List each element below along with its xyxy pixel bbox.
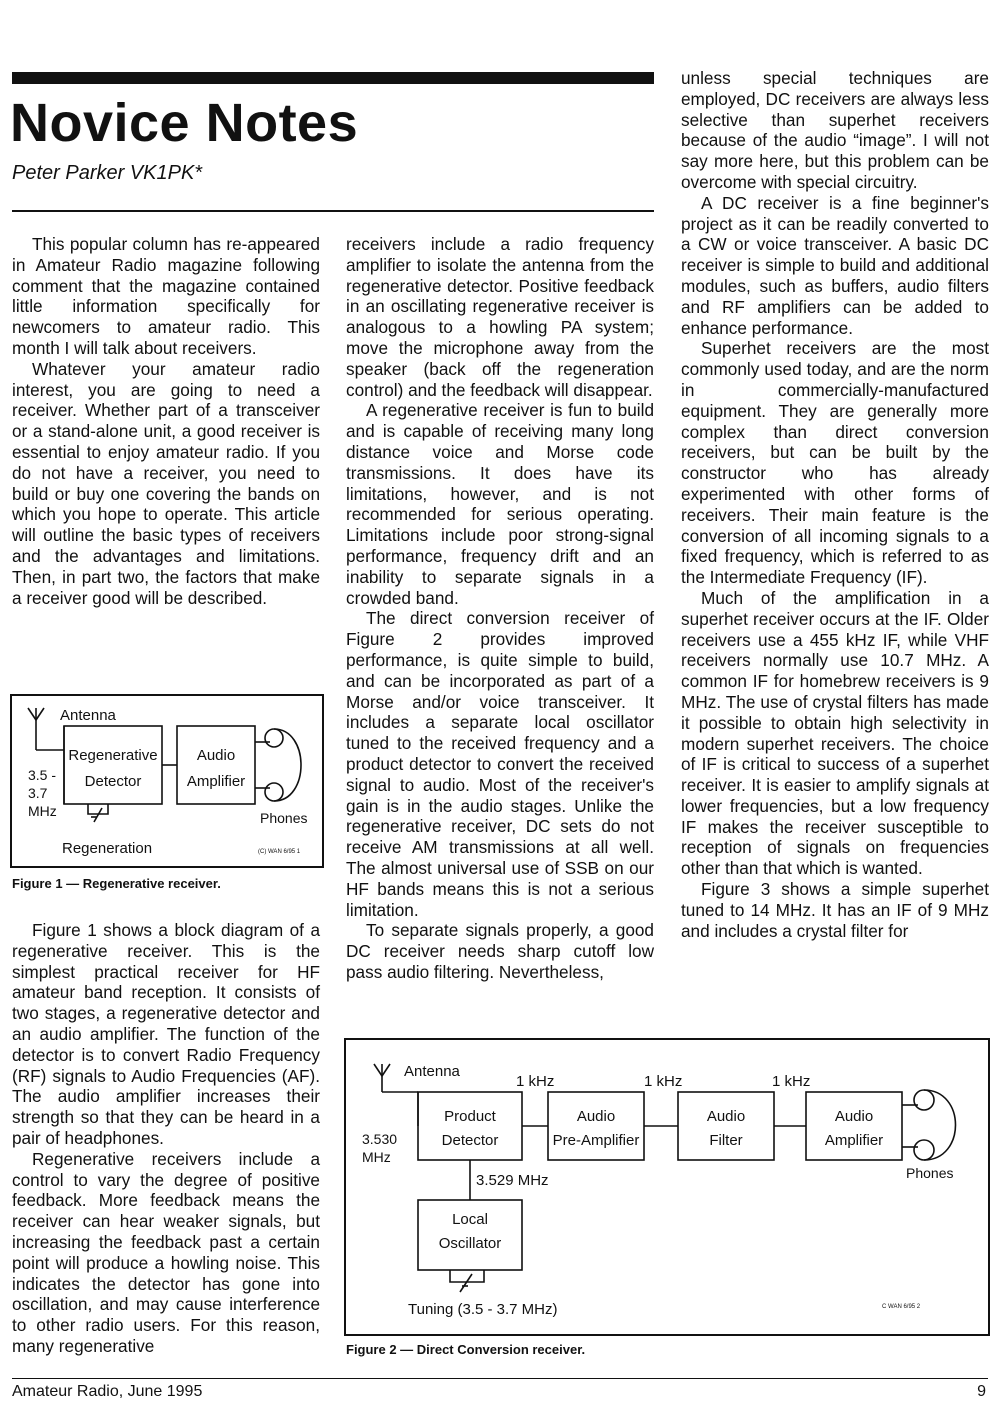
fig2-credit: C WAN 6/95 2 (882, 1304, 921, 1310)
figure-1-caption: Figure 1 — Regenerative receiver. (12, 876, 221, 891)
fig2-filter-line2: Filter (709, 1132, 743, 1149)
fig1-freq-line3: MHz (28, 803, 57, 819)
col2-paragraph: receivers include a radio frequency amplifier to isolate the antenna from the regenerative detector. Positive feedback in an oscillating regenerative receiver is analogous to a howling PA system; move the microphone away from the speaker (back off the regeneration control) and the feedback will disappear. (346, 234, 654, 400)
fig2-phones-label: Phones (906, 1165, 954, 1181)
col1-paragraph: This popular column has re-appeared in Amateur Radio magazine following comment that the magazine contained little information specifically for newcomers to amateur radio. This month I will talk about receivers. (12, 234, 320, 358)
fig2-freq-in-line1: 3.530 (362, 1131, 398, 1147)
footer-rule (12, 1378, 988, 1379)
col1-paragraph: Whatever your amateur radio interest, you are going to need a receiver. Whether part of a transceiver or a stand-alone unit, a good receiver is essential to enjoy amateur radio. If you do not have a receiver, you need to build or buy one covering the bands on which you hope to operate. This article will outline the basic types of receivers and the advantages and limitations. Then, in part two, the factors that make a receiver good will be described. (12, 358, 320, 608)
header-rule-thin (12, 210, 654, 212)
fig1-freq-line1: 3.5 - (28, 767, 57, 783)
fig1-regeneration-label: Regeneration (62, 840, 153, 857)
fig1-block2-line2: Amplifier (186, 773, 246, 790)
figure-2-diagram (344, 1038, 990, 1336)
fig2-link-label: 1 kHz (644, 1073, 683, 1090)
col3-paragraph: Much of the amplification in a superhet receiver occurs at the IF. Older receivers use a 455 kHz IF, while VHF receivers normally use 10.7 MHz. A common IF for homebrew receivers is 9 MHz. The use of crystal filters has made it possible to obtain high selectivity in modern superhet receivers. The choice of IF is critical to success of a superhet receiver. It is easier to amplify signals at lower frequencies, but a low frequency IF makes the receiver susceptible to reception of signals on frequencies other than that which is wanted. (681, 587, 989, 879)
page-number: 9 (977, 1383, 986, 1400)
fig2-amplifier-line2: Amplifier (824, 1132, 884, 1149)
col3-paragraph: A DC receiver is a fine beginner's project as it can be readily converted to a CW or voice transceiver. A basic DC receiver is simple to build and additional modules, such as buffers, audio filters and RF amplifiers can be added to enhance performance. (681, 192, 989, 338)
col2-paragraph: To separate signals properly, a good DC receiver needs sharp cutoff low pass audio filtering. Nevertheless, (346, 920, 654, 982)
fig2-link-label: 1 kHz (772, 1073, 811, 1090)
footer-publication: Amateur Radio, June 1995 (12, 1383, 203, 1400)
fig2-link-label: 1 kHz (516, 1073, 555, 1090)
fig1-phones-label: Phones (260, 810, 308, 826)
fig2-local-oscillator-line2: Oscillator (438, 1235, 502, 1252)
fig2-lo-frequency: 3.529 MHz (476, 1172, 549, 1189)
column-1-continued (12, 920, 320, 1357)
fig2-freq-in-line2: MHz (362, 1149, 391, 1165)
column-3 (681, 68, 989, 941)
col3-paragraph: unless special techniques are employed, DC receivers are always less selective than superhet receivers because of the audio “image”. I will not say more here, but this problem can be overcome with special circuitry. (681, 68, 989, 192)
col1-paragraph: Regenerative receivers include a control to vary the degree of positive feedback. More feedback means the receiver can hear weaker signals, but increasing the feedback past a certain point will produce a howling noise. This indicates the detector has gone into oscillation, and may cause interference to other radio users. For this reason, many regenerative (12, 1148, 320, 1356)
fig2-tuning-label: Tuning (3.5 - 3.7 MHz) (408, 1301, 558, 1318)
fig2-preamp-line2: Pre-Amplifier (552, 1132, 640, 1149)
fig1-block2-line1: Audio (196, 747, 236, 764)
column-1 (12, 234, 320, 608)
page-title: Novice Notes (10, 93, 359, 153)
fig2-product-detector-line2: Detector (441, 1132, 499, 1149)
col2-paragraph: A regenerative receiver is fun to build and is capable of receiving many long distance voice and Morse code transmissions. It does have its limitations, however, and is not recommended for serious operating. Limitations include poor strong-signal performance, frequency drift and an inability to separate signals in a crowded band. (346, 400, 654, 608)
fig2-product-detector-line1: Product (444, 1108, 496, 1125)
fig2-antenna-label: Antenna (404, 1063, 460, 1080)
figure-2-caption: Figure 2 — Direct Conversion receiver. (346, 1342, 586, 1357)
col3-paragraph: Superhet receivers are the most commonly used today, and are the norm in commercially-manufactured equipment. They are generally more complex than direct conversion receivers, but can be built by the constructor who has already experimented with other forms of receivers. Their main feature is the conversion of all incoming signals to a fixed frequency, which is referred to as the Intermediate Frequency (IF). (681, 338, 989, 588)
fig2-amplifier-line1: Audio (834, 1108, 874, 1125)
fig1-credit: (C) WAN 6/95 1 (258, 849, 301, 855)
col3-paragraph: Figure 3 shows a simple superhet tuned to 14 MHz. It has an IF of 9 MHz and includes a crystal filter for (681, 879, 989, 941)
figure-1-diagram (10, 694, 324, 868)
col2-paragraph: The direct conversion receiver of Figure 2 provides improved performance, is quite simple to build, and can be incorporated as part of a Morse and/or voice transceiver. It includes a separate local oscillator tuned to the received frequency and a product detector to convert the received signal to audio. Most of the receiver's gain is in the audio stages. Unlike the regenerative receiver, DC sets do not receive AM transmissions at all well. The almost universal use of SSB on our HF bands means this is not a serious limitation. (346, 608, 654, 920)
header-rule-thick (12, 72, 654, 84)
column-2 (346, 234, 654, 983)
byline: Peter Parker VK1PK* (12, 162, 203, 184)
fig1-block1-line2: Detector (84, 773, 142, 790)
fig2-filter-line1: Audio (706, 1108, 746, 1125)
fig2-local-oscillator-line1: Local (452, 1211, 488, 1228)
fig1-block1-line1: Regenerative (68, 747, 158, 764)
col1-paragraph: Figure 1 shows a block diagram of a regenerative receiver. This is the simplest practical receiver for HF amateur band reception. It consists of two stages, a regenerative detector and an audio amplifier. The function of the detector is to convert Radio Frequency (RF) signals to Audio Frequencies (AF). The audio amplifier increases their strength so that they can be heard in a pair of headphones. (12, 920, 320, 1148)
fig2-preamp-line1: Audio (576, 1108, 616, 1125)
fig1-antenna-label: Antenna (60, 707, 116, 724)
fig1-freq-line2: 3.7 (28, 785, 48, 801)
